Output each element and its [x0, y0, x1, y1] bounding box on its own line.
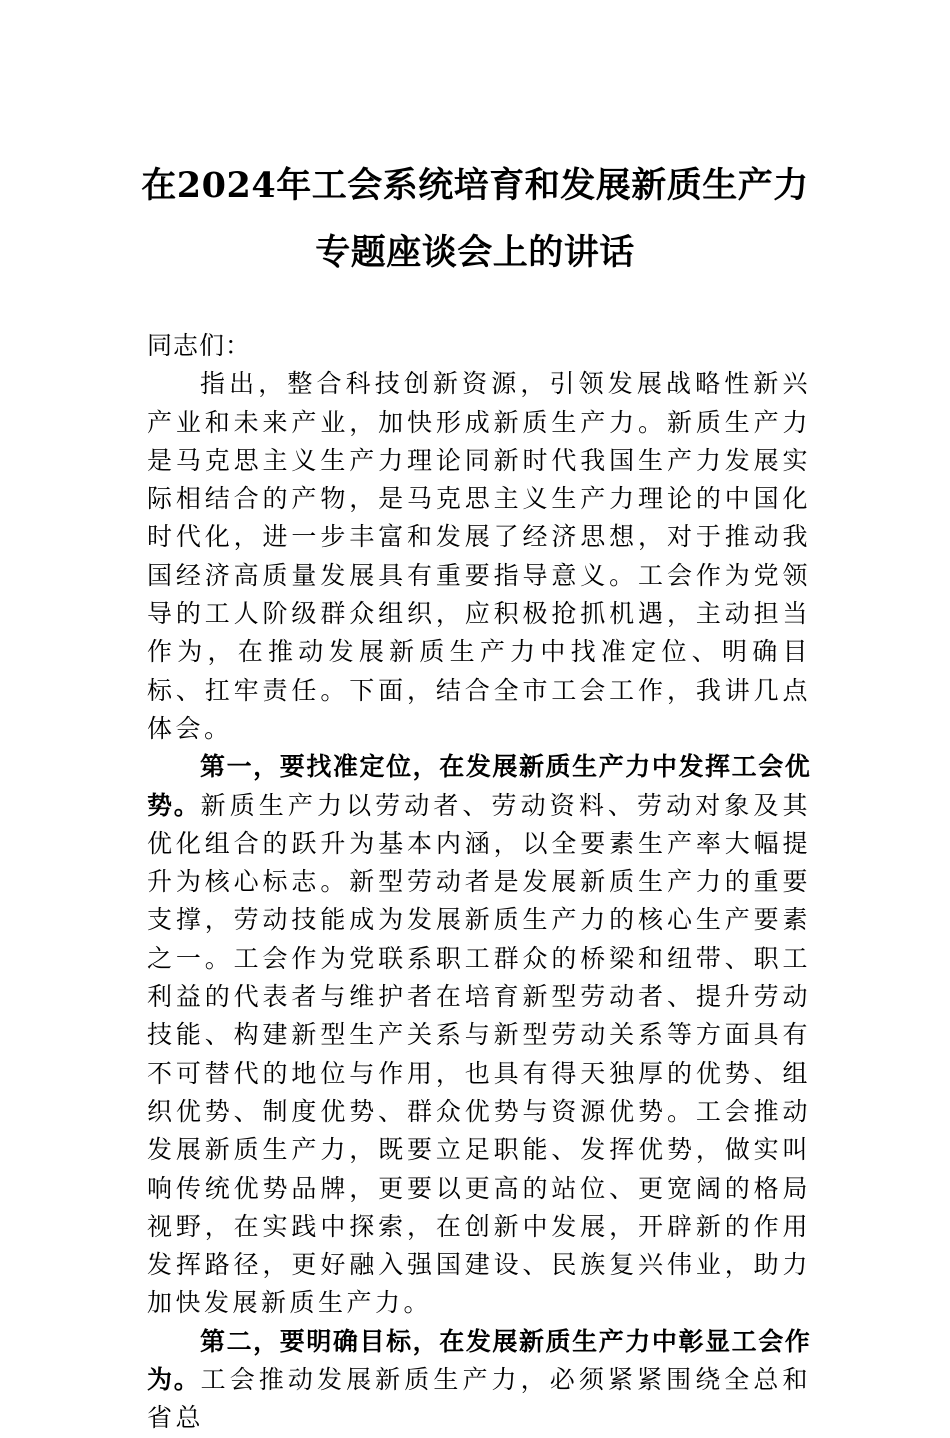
document-body: [147, 327, 811, 1438]
document-title-line-2: 专题座谈会上的讲话: [315, 232, 635, 273]
section-2-heading: 第二，要明确目标，在发展新质生产力中彰显工会作为。: [147, 1326, 811, 1395]
section-1-body: 新质生产力以劳动者、劳动资料、劳动对象及其优化组合的跃升为基本内涵，以全要素生产率大幅提升为核心标志。新型劳动者是发展新质生产力的重要支撑，劳动技能成为发展新质生产力的核心生产要素之一。工会作为党联系职工群众的桥梁和纽带、职工利益的代表者与维护者在培育新型劳动者、提升劳动技能、构建新型生产关系与新型劳动关系等方面具有不可替代的地位与作用，也具有得天独厚的优势、组织优势、制度优势、群众优势与资源优势。工会推动发展新质生产力，既要立足职能、发挥优势，做实叫响传统优势品牌，更要以更高的站位、更宽阔的格局视野，在实践中探索，在创新中发展，开辟新的作用发挥路径，更好融入强国建设、民族复兴伟业，助力加快发展新质生产力。: [147, 790, 811, 1318]
document-title-line-1: 在2024年工会系统培育和发展新质生产力: [141, 165, 809, 206]
section-2-body: 工会推动发展新质生产力，必须紧紧围绕全总和省总: [147, 1365, 811, 1433]
salutation: 同志们：: [147, 331, 252, 360]
section-1-heading: 第一，要找准定位，在发展新质生产力中发挥工会优势。: [147, 752, 811, 820]
paragraph-section-2: [147, 1323, 811, 1438]
paragraph-section-1: [147, 748, 811, 1322]
paragraph-intro: 指出，整合科技创新资源，引领发展战略性新兴产业和未来产业，加快形成新质生产力。新质生产力是马克思主义生产力理论同新时代我国生产力发展实际相结合的产物，是马克思主义生产力理论的中国化时代化，进一步丰富和发展了经济思想，对于推动我国经济高质量发展具有重要指导意义。工会作为党领导的工人阶级群众组织，应积极抢抓机遇，主动担当作为，在推动发展新质生产力中找准定位、明确目标、扛牢责任。下面，结合全市工会工作，我讲几点体会。: [147, 369, 811, 743]
